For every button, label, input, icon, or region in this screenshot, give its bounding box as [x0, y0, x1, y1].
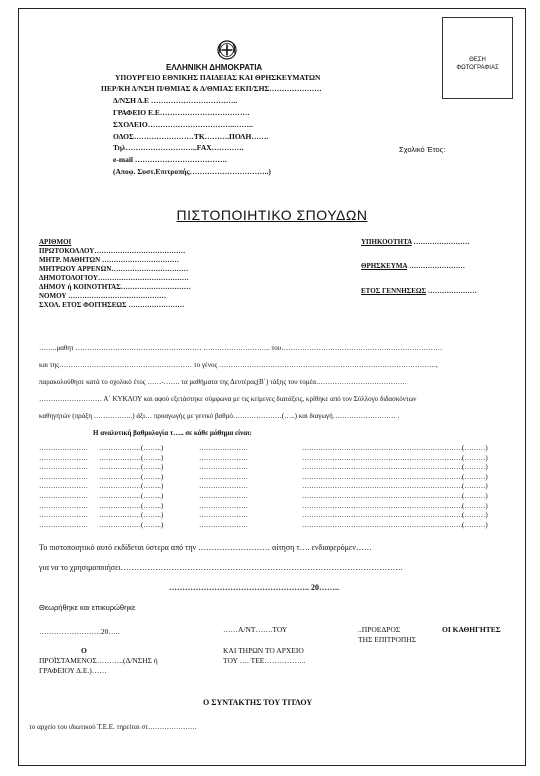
- religion-field: [361, 262, 465, 270]
- birth-year-field: [361, 287, 477, 295]
- municipality-field: ΔΗΜΟΥ ή ΚΟΙΝΟΤΗΤΑΣ…………………………: [39, 283, 191, 291]
- grade-row-right-grade: (………): [462, 472, 488, 481]
- grade-row-right-grade: (………): [462, 453, 488, 462]
- grade-row-mid-subject: …………………: [199, 520, 248, 529]
- office-field: ΓΡΑΦΕΙΟ Ε.Ε………………………………: [113, 108, 250, 117]
- grade-row-mid-subject: …………………: [199, 482, 248, 491]
- photo-label-line2: ΦΩΤΟΓΡΑΦΙΑΣ: [456, 65, 499, 71]
- grades-heading: Η αναλυτική βαθμολογία τ….. σε κάθε μάθημα είναι:: [93, 429, 252, 437]
- grade-row-left-subject: …………………: [39, 492, 88, 500]
- committee-decision-field: (Αποφ. Συστ.Επιτροπής…………………………..): [113, 167, 271, 176]
- protocol-number-field: ΠΡΩΤΟΚΟΛΛΟΥ…………………………………: [39, 247, 186, 255]
- head-article: Ο: [81, 646, 87, 655]
- student-register-field: ΜΗΤΡ. ΜΑΘΗΤΩΝ ……………………………: [39, 256, 179, 264]
- grade-row-left-grade: ………………(……..): [99, 453, 164, 462]
- religion-dots: ……………………: [407, 262, 465, 270]
- grade-row-left-subject: …………………: [39, 444, 88, 452]
- grade-row-right-subject: ……………………………………………………………: [302, 453, 463, 462]
- grade-row-left-subject: …………………: [39, 511, 88, 520]
- attendance-line: παρακολούθησε κατά το σχολικό έτος ……-……. τα μαθήματα της Δευτέρας(Β΄) τάξης του τομέα…………………………………: [39, 378, 408, 386]
- grade-row-left-subject: …………………: [39, 501, 88, 510]
- ratified-label: Θεωρήθηκε και επικυρώθηκε: [39, 603, 136, 612]
- grade-row-left-grade: ………………(……..): [99, 501, 164, 510]
- directorate-field: Δ/ΝΣΗ Δ.Ε ……………………………..: [113, 96, 238, 105]
- grade-row-right-subject: ……………………………………………………………: [302, 482, 463, 491]
- birth-year-label: ΕΤΟΣ ΓΕΝΝΗΣΕΩΣ: [361, 287, 427, 295]
- promotion-line: καθηγητών (πράξη ……………..) άξι… προαγωγής με γενικό βαθμό…………………(…..) και διαγωγή……………………… .: [39, 412, 400, 420]
- head-line2: ΓΡΑΦΕΙΟΥ Δ.Ε.)……: [39, 666, 107, 675]
- grade-row-left-grade: ………………(……..): [99, 511, 164, 520]
- address-field: ΟΔΟΣ……………………ΤΚ……….ΠΟΛΗ…….: [113, 132, 269, 141]
- chairman-line1: ..ΠΡΟΕΔΡΟΣ: [358, 625, 401, 634]
- grade-row-mid-subject: …………………: [199, 492, 248, 500]
- municipal-register-field: ΔΗΜΟΤΟΛΟΓΙΟΥ…………………………………: [39, 274, 189, 282]
- record-number: ……Α/ΝΤ…….ΤΟΥ: [223, 625, 288, 634]
- grade-row-left-subject: …………………: [39, 453, 88, 462]
- chairman-line2: ΤΗΣ ΕΠΙΤΡΟΠΗΣ: [358, 635, 417, 644]
- citizenship-dots: ……………………: [411, 238, 470, 246]
- grade-row-right-grade: (………): [462, 511, 488, 520]
- attendance-year-field: ΣΧΟΛ. ΕΤΟΣ ΦΟΙΤΗΣΕΩΣ ……………………: [39, 301, 185, 309]
- grade-row-left-subject: …………………: [39, 472, 88, 481]
- grade-row-left-grade: ………………(……..): [99, 444, 164, 452]
- phone-fax-field: Τηλ………………………..FAX………….: [113, 143, 244, 152]
- archive-keeper-line2: ΤΟΥ …. ΤΕΕ……………..: [223, 656, 306, 665]
- greek-emblem-icon: [217, 40, 237, 60]
- archive-note: το αρχείο του ιδιωτικού Τ.Ε.Ε. τηρείται στ…………………: [29, 723, 198, 731]
- student-name-line: ……..μαθητ ……………………………………………… ……………………….. του……………………………………………………………: [39, 344, 443, 352]
- grade-row-left-grade: ………………(……..): [99, 482, 164, 491]
- grade-row-left-grade: ………………(……..): [99, 492, 164, 500]
- grade-row-right-subject: ……………………………………………………………: [302, 444, 463, 452]
- photo-label-line1: ΘΕΣΗ: [469, 57, 486, 63]
- grade-row-right-subject: ……………………………………………………………: [302, 520, 463, 529]
- grade-row-right-subject: ……………………………………………………………: [302, 501, 463, 510]
- document-title: ΠΙΣΤΟΠΟΙΗΤΙΚΟ ΣΠΟΥΔΩΝ: [176, 207, 368, 223]
- ministry-heading: ΥΠΟΥΡΓΕΙΟ ΕΘΝΙΚΗΣ ΠΑΙΔΕΙΑΣ ΚΑΙ ΘΡΗΣΚΕΥΜΑΤΩΝ: [115, 73, 321, 82]
- photo-placeholder-box: [442, 17, 513, 99]
- teachers-label: ΟΙ ΚΑΘΗΓΗΤΕΣ: [442, 625, 501, 634]
- citizenship-field: [361, 238, 470, 246]
- grade-row-right-grade: (………): [462, 501, 488, 510]
- grade-row-left-subject: …………………: [39, 520, 88, 529]
- grade-row-right-grade: (………): [462, 492, 488, 500]
- citizenship-label: ΥΠΗΚΟΟΤΗΤΑ: [361, 238, 412, 246]
- grade-row-left-subject: …………………: [39, 463, 88, 472]
- purpose-line: για να το χρησιμοποιήσει…………………………………………………………………………………………….: [39, 563, 403, 572]
- grade-row-mid-subject: …………………: [199, 511, 248, 520]
- regional-directorate-line: ΠΕΡ/ΚΗ Δ/ΝΣΗ Π/ΘΜΙΑΣ & Δ/ΘΜΙΑΣ ΕΚΠ/ΣΗΣ…………………: [101, 84, 322, 93]
- grade-row-right-subject: ……………………………………………………………: [302, 511, 463, 520]
- issued-line: Το πιστοποιητικό αυτό εκδίδεται ύστερα από την ……………………… αίτηση τ…. ενδιαφερόμεν……: [39, 543, 372, 552]
- grade-row-right-grade: (………): [462, 463, 488, 472]
- certificate-page: [18, 8, 526, 766]
- grade-row-right-subject: ……………………………………………………………: [302, 492, 463, 500]
- school-year-label: Σχολικό Έτος:: [399, 145, 446, 154]
- archive-keeper-line1: ΚΑΙ ΤΗΡΩΝ ΤΟ ΑΡΧΕΙΟ: [223, 646, 304, 655]
- grade-row-right-subject: ……………………………………………………………: [302, 472, 463, 481]
- numbers-heading: ΑΡΙΘΜΟΙ: [39, 238, 72, 246]
- grade-row-mid-subject: …………………: [199, 472, 248, 481]
- grade-row-mid-subject: …………………: [199, 501, 248, 510]
- grade-row-left-grade: ………………(……..): [99, 472, 164, 481]
- grade-row-left-subject: …………………: [39, 482, 88, 491]
- school-field: ΣΧΟΛΕΙΟ……………………………..……..: [113, 120, 253, 129]
- grade-row-mid-subject: …………………: [199, 444, 248, 452]
- prefecture-field: ΝΟΜΟΥ ……………………………………: [39, 292, 167, 300]
- head-line1: ΠΡΟΪΣΤΑΜΕΝΟΣ………..(Δ/ΝΣΗΣ ή: [39, 656, 158, 665]
- grade-row-right-grade: (………): [462, 444, 488, 452]
- grade-row-left-grade: ………………(……..): [99, 463, 164, 472]
- republic-heading: ΕΛΛΗΝΙΚΗ ΔΗΜΟΚΡΑΤΙΑ: [166, 63, 263, 72]
- grade-row-right-grade: (………): [462, 482, 488, 491]
- email-field: e-mail ……………………………….: [113, 155, 227, 164]
- grade-row-left-grade: ………………(……..): [99, 520, 164, 529]
- issue-date-line: …………………………………………….. 20……..: [169, 583, 339, 592]
- grade-row-right-grade: (………): [462, 520, 488, 529]
- grade-row-right-subject: ……………………………………………………………: [302, 463, 463, 472]
- grade-row-mid-subject: …………………: [199, 453, 248, 462]
- examination-line: ……………………… Α΄ ΚΥΚΛΟΥ και αφού εξετάστηκε σύμφωνα με τις κείμενες διατάξεις, κρίθηκε από τον Σύλλογο διδασκόντων: [39, 395, 417, 403]
- male-register-field: ΜΗΤΡΩΟΥ ΑΡΡΕΝΩΝ……………………………: [39, 265, 189, 273]
- mother-name-line: και της………………………………………………… το γένος …………………………………………………………………………………,: [39, 361, 438, 369]
- religion-label: ΘΡΗΣΚΕΥΜΑ: [361, 262, 408, 270]
- birth-year-dots: …………………: [426, 287, 477, 295]
- grade-row-mid-subject: …………………: [199, 463, 248, 472]
- ratification-date: …………………….20…..: [39, 627, 120, 636]
- title-author-label: Ο ΣΥΝΤΑΚΤΗΣ ΤΟΥ ΤΙΤΛΟΥ: [203, 698, 313, 707]
